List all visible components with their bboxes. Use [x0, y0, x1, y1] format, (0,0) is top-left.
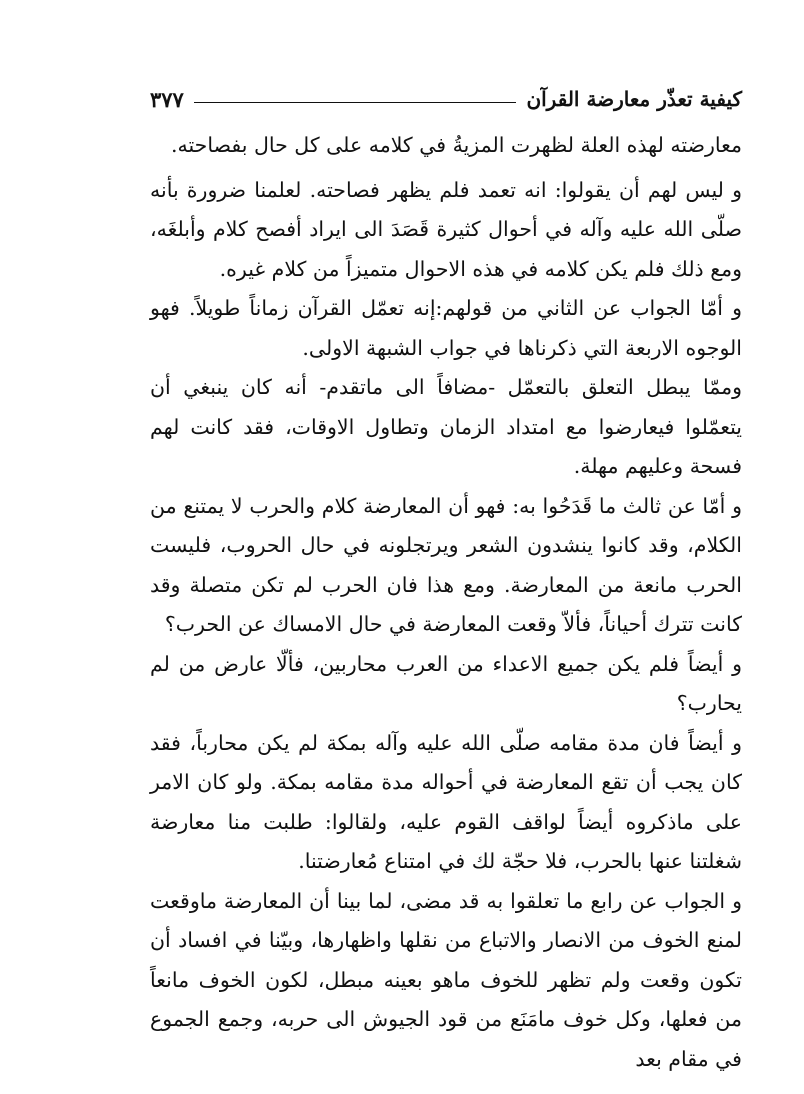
paragraph: و أمّا الجواب عن الثاني من قولهم:إنه تعمّل القرآن زماناً طويلاً. فهو الوجوه الاربعة التي ذكرناها في جواب الشبهة الاولى. [150, 296, 742, 360]
page-number: ٣٧٧ [150, 86, 184, 112]
paragraph: و ليس لهم أن يقولوا: انه تعمد فلم يظهر فصاحته. لعلمنا ضرورة بأنه صلّى الله عليه وآله في أحوال كثيرة قَصَدَ الى ايراد أفصح كلام وأبلغَه، ومع ذلك فلم يكن كلامه في هذه الاحوال متميزاً من كلام غيره. [150, 177, 742, 281]
paragraph: و أمّا عن ثالث ما قَدَحُوا به: فهو أن المعارضة كلام والحرب لا يمتنع من الكلام، وقد كانوا ينشدون الشعر ويرتجلونه في حال الحروب، فليست الحرب مانعة من المعارضة. ومع هذا فان الحرب لم تكن متصلة وقد كانت تترك أحياناً، فألاّ وقعت المعارضة في حال الامساك عن الحرب؟ [150, 493, 742, 636]
paragraph: و الجواب عن رابع ما تعلقوا به قد مضى، لما بينا أن المعارضة ماوقعت لمنع الخوف من الانصار والاتباع من نقلها واظهارها، وبيّنا في افساد أن تكون وقعت ولم تظهر للخوف ماهو بعينه مبطل، لكون الخوف مانعاً من فعلها، وكل خوف مامَنَع من قود الجيوش الى حربه، وجمع الجموع في مقام بعد [150, 888, 742, 1071]
page-header [150, 84, 742, 114]
header-rule [194, 102, 517, 103]
paragraph: و أيضاً فان مدة مقامه صلّى الله عليه وآله بمكة لم يكن محارباً، فقد كان يجب أن تقع المعارضة في أحواله مدة مقامه بمكة. ولو كان الامر على ماذكروه أيضاً لواقف القوم عليه، ولقالوا: طلبت منا معارضة شغلتنا عنها بالحرب، فلا حجّة لك في امتناع مُعارضتنا. [150, 730, 742, 873]
paragraph: وممّا يبطل التعلق بالتعمّل -مضافاً الى ماتقدم- أنه كان ينبغي أن يتعمّلوا فيعارضوا مع امتداد الزمان وتطاول الاوقات، فقد كانت لهم فسحة وعليهم مهلة. [150, 375, 742, 478]
running-title: كيفية تعذّر معارضة القرآن [526, 87, 742, 111]
paragraph: و أيضاً فلم يكن جميع الاعداء من العرب محاربين، فألّا عارض من لم يحارب؟ [150, 651, 742, 715]
paragraph: معارضته لهذه العلة لظهرت المزيةُ في كلامه على كل حال بفصاحته. [170, 133, 742, 157]
body-text [150, 126, 742, 1079]
